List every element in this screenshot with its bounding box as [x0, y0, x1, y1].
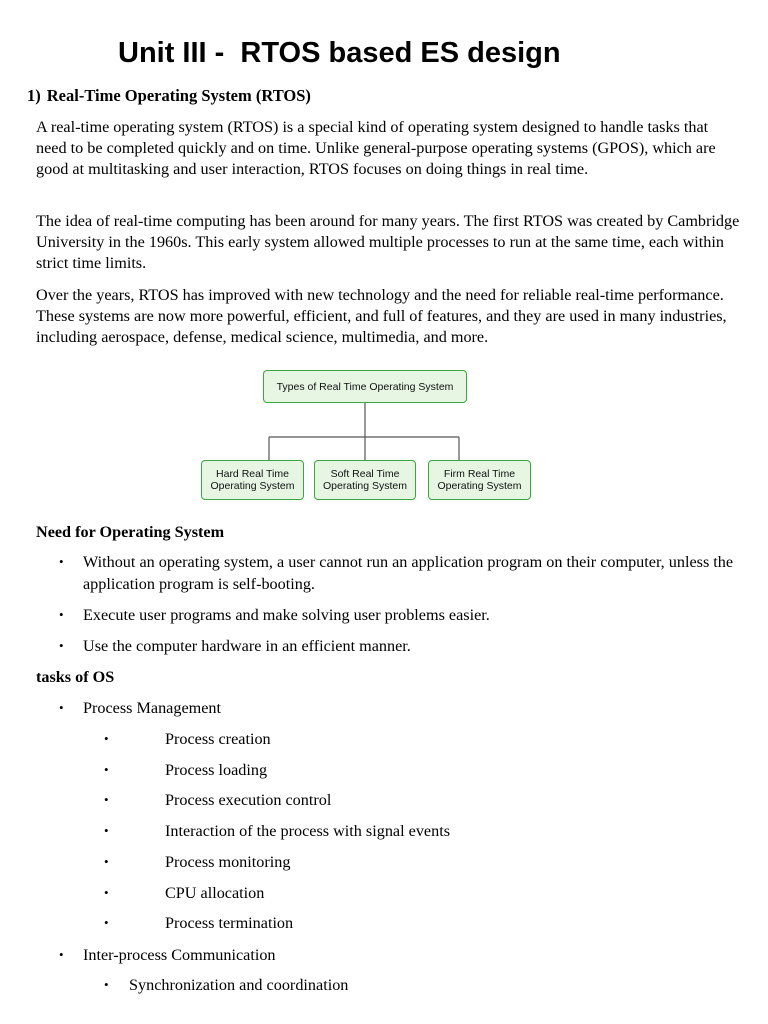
bullet-icon: • [104, 854, 109, 869]
bullet-icon: • [59, 638, 64, 653]
diagram-root-box: Types of Real Time Operating System [263, 370, 467, 403]
bullet-icon: • [104, 915, 109, 930]
tasks-heading: tasks of OS [36, 668, 115, 686]
process-subitem: CPU allocation [165, 884, 265, 902]
bullet-icon: • [104, 977, 109, 992]
bullet-icon: • [104, 885, 109, 900]
paragraph-rtos-history: The idea of real-time computing has been around for many years. The first RTOS was created by Cambridge University in the 1960s. This early system allowed multiple processes to run at the same time, each within strict time limits. [36, 212, 740, 272]
process-subitem: Process monitoring [165, 853, 291, 871]
bullet-icon: • [59, 947, 64, 962]
process-subitem: Process loading [165, 761, 268, 779]
need-heading: Need for Operating System [36, 523, 225, 541]
process-subitem: Process termination [165, 914, 294, 932]
process-subitem: Process execution control [165, 791, 332, 809]
paragraph-rtos-definition: A real-time operating system (RTOS) is a special kind of operating system designed to handle tasks that need to be completed quickly and on time. Unlike general-purpose operating systems (GPOS), which are good at multitasking and user interaction, RTOS focuses on doing things in real time. [36, 118, 716, 178]
task-process-management: Process Management [83, 699, 222, 717]
diagram-soft-rtos-box: Soft Real Time Operating System [314, 460, 416, 500]
process-subitem: Interaction of the process with signal events [165, 822, 450, 840]
bullet-icon: • [59, 700, 64, 715]
section-number: 1) [27, 86, 41, 105]
ipc-subitem: Synchronization and coordination [129, 976, 349, 994]
section-heading [27, 85, 311, 107]
need-item: Use the computer hardware in an efficient manner. [83, 637, 411, 655]
bullet-icon: • [59, 607, 64, 622]
task-inter-process-communication: Inter-process Communication [83, 946, 276, 964]
bullet-icon: • [104, 823, 109, 838]
page-title: Unit III - RTOS based ES design [118, 37, 561, 69]
need-item: Without an operating system, a user cannot run an application program on their computer, unless the application program is self-booting. [83, 553, 734, 593]
need-item: Execute user programs and make solving user problems easier. [83, 606, 490, 624]
rtos-types-diagram [199, 369, 533, 503]
section-heading-text: Real-Time Operating System (RTOS) [46, 86, 311, 105]
bullet-icon: • [104, 731, 109, 746]
bullet-icon: • [59, 554, 64, 569]
diagram-hard-rtos-box: Hard Real Time Operating System [201, 460, 304, 500]
bullet-icon: • [104, 762, 109, 777]
diagram-firm-rtos-box: Firm Real Time Operating System [428, 460, 531, 500]
paragraph-rtos-evolution: Over the years, RTOS has improved with new technology and the need for reliable real-time performance. These systems are now more powerful, efficient, and full of features, and they are used in many industries, including aerospace, defense, medical science, multimedia, and more. [36, 286, 727, 346]
process-subitem: Process creation [165, 730, 271, 748]
bullet-icon: • [104, 792, 109, 807]
